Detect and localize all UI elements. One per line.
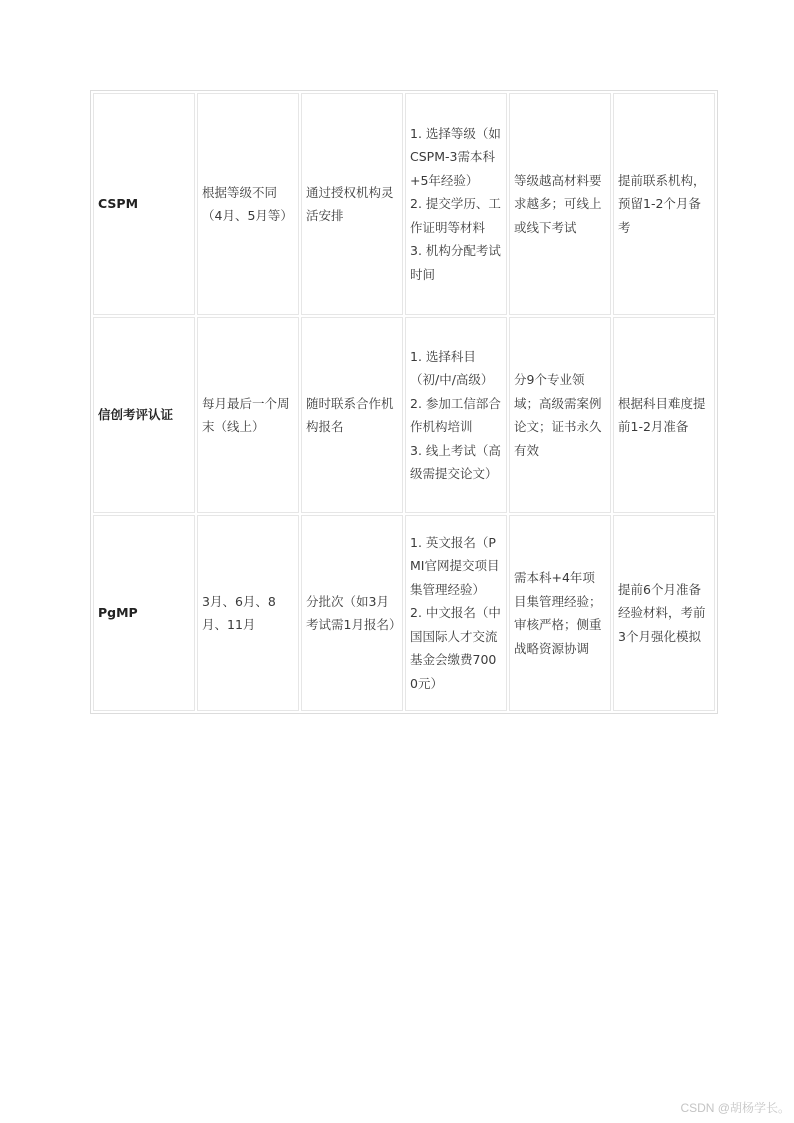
registration-cell: 通过授权机构灵活安排 xyxy=(301,93,403,315)
preparation-cell: 提前6个月准备经验材料，考前3个月强化模拟 xyxy=(613,515,715,711)
step-item: 3. 线上考试（高级需提交论文） xyxy=(410,442,501,481)
notes-cell: 需本科+4年项目集管理经验；审核严格；侧重战略资源协调 xyxy=(509,515,611,711)
step-item: 2. 中文报名（中国国际人才交流基金会缴费7000元） xyxy=(410,605,501,691)
cert-name-cell: CSPM xyxy=(93,93,195,315)
schedule-cell: 根据等级不同（4月、5月等） xyxy=(197,93,299,315)
exam-info-table xyxy=(90,90,718,714)
preparation-cell: 根据科目难度提前1-2月准备 xyxy=(613,317,715,513)
table-row xyxy=(93,317,715,513)
step-item: 2. 参加工信部合作机构培训 xyxy=(410,395,501,434)
csdn-watermark: CSDN @胡杨学长。 xyxy=(680,1101,790,1115)
registration-cell: 分批次（如3月考试需1月报名） xyxy=(301,515,403,711)
steps-cell xyxy=(405,317,507,513)
schedule-cell: 每月最后一个周末（线上） xyxy=(197,317,299,513)
step-item: 3. 机构分配考试时间 xyxy=(410,243,501,282)
table-row xyxy=(93,515,715,711)
step-item: 1. 选择科目（初/中/高级） xyxy=(410,348,494,387)
preparation-cell: 提前联系机构，预留1-2个月备考 xyxy=(613,93,715,315)
step-item: 1. 英文报名（PMI官网提交项目集管理经验） xyxy=(410,534,500,597)
notes-cell: 等级越高材料要求越多；可线上或线下考试 xyxy=(509,93,611,315)
steps-cell xyxy=(405,515,507,711)
schedule-cell: 3月、6月、8月、11月 xyxy=(197,515,299,711)
registration-cell: 随时联系合作机构报名 xyxy=(301,317,403,513)
cert-name-cell: 信创考评认证 xyxy=(93,317,195,513)
cert-name-cell: PgMP xyxy=(93,515,195,711)
table-row xyxy=(93,93,715,315)
steps-cell xyxy=(405,93,507,315)
step-item: 1. 选择等级（如CSPM-3需本科+5年经验） xyxy=(410,125,501,188)
notes-cell: 分9个专业领域；高级需案例论文；证书永久有效 xyxy=(509,317,611,513)
step-item: 2. 提交学历、工作证明等材料 xyxy=(410,196,501,235)
